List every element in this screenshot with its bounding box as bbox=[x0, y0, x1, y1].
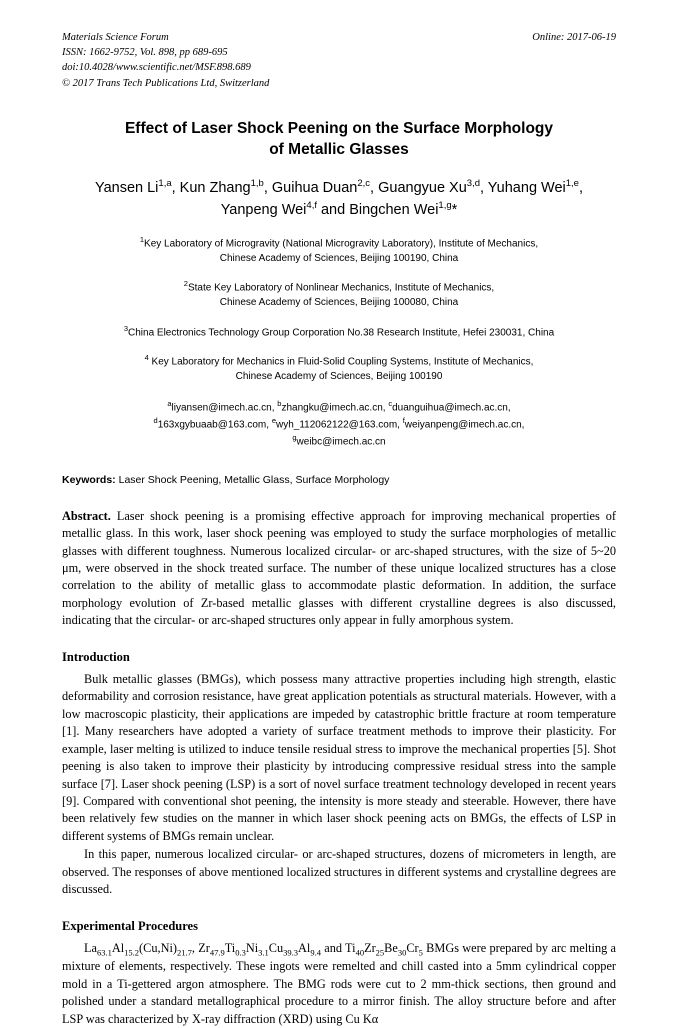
page-title bbox=[62, 119, 616, 161]
formula-zr-sub: 47.9 bbox=[209, 947, 225, 958]
affiliation-1-line-1: Key Laboratory of Microgravity (National Microgravity Laboratory), Institute of Mechanics, bbox=[144, 238, 539, 250]
header-left bbox=[62, 30, 269, 91]
email-line-3 bbox=[62, 432, 616, 449]
email-b[interactable]: zhangku@imech.ac.cn, bbox=[281, 402, 389, 414]
section-heading-experimental-procedures: Experimental Procedures bbox=[62, 918, 198, 933]
email-sup-e: e bbox=[271, 416, 276, 426]
author-line-1 bbox=[62, 177, 616, 200]
journal-name: Materials Science Forum bbox=[62, 32, 169, 43]
email-e[interactable]: wyh_112062122@163.com, bbox=[275, 419, 403, 431]
abstract-text: Laser shock peening is a promising effective approach for improving mechanical properties of metallic glass. In this work, laser shock peening was employed to study the surface morphologies of metallic glasses with different toughness. Numerous localized circular- or arc-shaped structures, with the size of 5~20 μm, were observed in the shock treated surface. The number of these unique localized structures has a close correlation to the ability of metallic glass to accommodate plastic deformation. In addition, the surface morphology evolution of Zr-based metallic glasses with different crystalline degrees is also discussed, indicating that the circular- or arc-shaped structures only appear in fully amorphous system. bbox=[62, 508, 616, 628]
abstract-paragraph bbox=[62, 508, 616, 630]
affiliation-1 bbox=[62, 235, 616, 266]
formula-al2: Al bbox=[298, 940, 311, 955]
formula-ti-sub: 0.3 bbox=[235, 947, 246, 958]
formula-ni-sub: 3.1 bbox=[258, 947, 269, 958]
corresponding-author-star: * bbox=[451, 202, 458, 219]
author-4-name: , Guangyue Xu bbox=[370, 179, 467, 196]
issn-line: ISSN: 1662-9752, Vol. 898, pp 689-695 bbox=[62, 47, 228, 59]
keywords-label: Keywords: bbox=[62, 473, 116, 486]
email-sup-d: d bbox=[153, 416, 158, 426]
email-list bbox=[62, 398, 616, 450]
formula-cuni-sub: 21.7 bbox=[176, 947, 192, 958]
affiliation-1-sup: 1 bbox=[139, 234, 145, 244]
author-6-sup: 4,f bbox=[306, 200, 317, 212]
affiliation-3 bbox=[62, 324, 616, 341]
formula-al-sub: 15.2 bbox=[124, 947, 140, 958]
formula-cu-sub: 39.3 bbox=[283, 947, 298, 958]
keywords-value: Laser Shock Peening, Metallic Glass, Surface Morphology bbox=[115, 473, 390, 486]
author-line-2 bbox=[62, 199, 616, 222]
formula-zr2: Zr bbox=[364, 940, 376, 955]
author-2-sup: 1,b bbox=[250, 177, 264, 189]
author-5-sup: 1,e bbox=[565, 177, 579, 189]
author-5-name: , Yuhang Wei bbox=[480, 179, 566, 196]
title-line-1: Effect of Laser Shock Peening on the Surface Morphology bbox=[124, 119, 554, 137]
author-2-name: , Kun Zhang bbox=[171, 179, 251, 196]
formula-cr-sub: 5 bbox=[418, 947, 423, 958]
email-line-1 bbox=[62, 398, 616, 415]
online-date: Online: 2017-06-19 bbox=[532, 32, 616, 43]
formula-cuni: (Cu,Ni) bbox=[139, 940, 177, 955]
doi-line[interactable]: doi:10.4028/www.scientific.net/MSF.898.689 bbox=[62, 62, 251, 74]
formula-be: Be bbox=[384, 940, 398, 955]
experimental-paragraph-1 bbox=[62, 940, 616, 1028]
email-d[interactable]: 163xgybuaab@163.com, bbox=[157, 419, 272, 431]
keywords-line bbox=[62, 474, 616, 486]
affiliation-1-line-2: Chinese Academy of Sciences, Beijing 100190, China bbox=[219, 252, 459, 264]
author-7-sup: 1,g bbox=[438, 200, 452, 212]
introduction-paragraph-1: Bulk metallic glasses (BMGs), which possess many attractive properties including high strength, elastic deformability and corrosion resistance, have great application potentials as structural materials. However, with a low macroscopic plasticity, their applications are impeded by catastrophic brittle fracture at room temperature [1]. Many researchers have adopted a variety of surface treatment methods to improve their plasticity. For example, laser melting is utilized to induce tensile residual stress to improve the mechanical properties [5]. Shot peening is also taken to improve their plasticity by introducing compressive residual stress into the sample surface [7]. Laser shock peening (LSP) is a sort of novel surface treatment technology developed in recent years [9]. Compared with conventional shot peening, the intensity is more steady and steerable. However, there have been relatively few studies on the manner in which laser shock peening acts on BMGs, the effects of LSP in different systems of BMGs remain unclear. bbox=[62, 671, 616, 843]
formula-al: Al bbox=[111, 940, 125, 955]
formula-zr: , Zr bbox=[191, 940, 210, 955]
affiliation-4-line-2: Chinese Academy of Sciences, Beijing 100190 bbox=[235, 371, 443, 383]
affiliation-2-line-1: State Key Laboratory of Nonlinear Mechanics, Institute of Mechanics, bbox=[187, 282, 495, 294]
author-7-name: and Bingchen Wei bbox=[316, 202, 439, 219]
author-1-name: Yansen Li bbox=[94, 179, 159, 196]
affiliation-2 bbox=[62, 279, 616, 310]
abstract-label: Abstract. bbox=[62, 508, 111, 523]
affiliation-4-line-1: Key Laboratory for Mechanics in Fluid-Solid Coupling Systems, Institute of Mechanics, bbox=[148, 356, 534, 368]
email-line-2 bbox=[62, 415, 616, 432]
page-header bbox=[62, 30, 616, 91]
author-1-sup: 1,a bbox=[158, 177, 172, 189]
title-line-2: of Metallic Glasses bbox=[269, 140, 409, 158]
affiliation-2-line-2: Chinese Academy of Sciences, Beijing 100080, China bbox=[219, 297, 459, 309]
formula-ti: Ti bbox=[224, 940, 236, 955]
email-c[interactable]: duanguihua@imech.ac.cn, bbox=[392, 402, 511, 414]
author-3-name: , Guihua Duan bbox=[263, 179, 358, 196]
affiliation-4 bbox=[62, 353, 616, 384]
introduction-paragraph-2: In this paper, numerous localized circular- or arc-shaped structures, dozens of micrometers in length, are observed. The responses of above mentioned localized structures in different systems and crystalline degrees are discussed. bbox=[62, 847, 616, 897]
author-3-sup: 2,c bbox=[357, 177, 371, 189]
author-line1-comma: , bbox=[578, 179, 583, 196]
formula-al2-sub: 9.4 bbox=[310, 947, 321, 958]
formula-la: La bbox=[84, 940, 97, 955]
formula-ni: Ni bbox=[245, 940, 259, 955]
formula-zr2-sub: 25 bbox=[375, 947, 385, 958]
author-6-name: Yanpeng Wei bbox=[220, 202, 307, 219]
email-sup-c: c bbox=[388, 398, 393, 408]
author-4-sup: 3,d bbox=[466, 177, 481, 189]
affiliation-3-sup: 3 bbox=[123, 323, 128, 333]
copyright-line: © 2017 Trans Tech Publications Ltd, Switzerland bbox=[62, 77, 270, 89]
email-sup-g: g bbox=[292, 433, 297, 443]
formula-la-sub: 63.1 bbox=[96, 947, 112, 958]
email-a[interactable]: liyansen@imech.ac.cn, bbox=[171, 402, 278, 414]
email-sup-a: a bbox=[167, 398, 172, 408]
formula-cu: Cu bbox=[268, 940, 284, 955]
author-list bbox=[62, 177, 616, 222]
formula-ti2: and Ti bbox=[320, 940, 356, 955]
formula-cr: Cr bbox=[406, 940, 419, 955]
affiliation-4-sup: 4 bbox=[144, 353, 149, 363]
email-g[interactable]: weibc@imech.ac.cn bbox=[296, 436, 386, 448]
formula-be-sub: 30 bbox=[397, 947, 407, 958]
affiliation-2-sup: 2 bbox=[183, 279, 188, 289]
affiliation-3-line-1: China Electronics Technology Group Corporation No.38 Research Institute, Hefei 230031, China bbox=[128, 326, 555, 338]
email-sup-f: f bbox=[402, 416, 405, 426]
email-f[interactable]: weiyanpeng@imech.ac.cn, bbox=[404, 419, 525, 431]
formula-ti2-sub: 40 bbox=[355, 947, 365, 958]
section-heading-introduction: Introduction bbox=[62, 649, 130, 664]
experimental-text: BMGs were prepared by arc melting a mixture of elements, respectively. These ingots were remelted and chill casted into a 5mm cylindrical copper mold in a Ti-gettered argon atmosphere. The BMG rods were cut to 2 mm-thick sections, then ground and polished under a standard metallographical procedure to a mirror finish. The alloy structure before and after LSP was characterized by X-ray diffraction (XRD) using Cu Kα bbox=[62, 940, 616, 1026]
email-sup-b: b bbox=[277, 398, 282, 408]
